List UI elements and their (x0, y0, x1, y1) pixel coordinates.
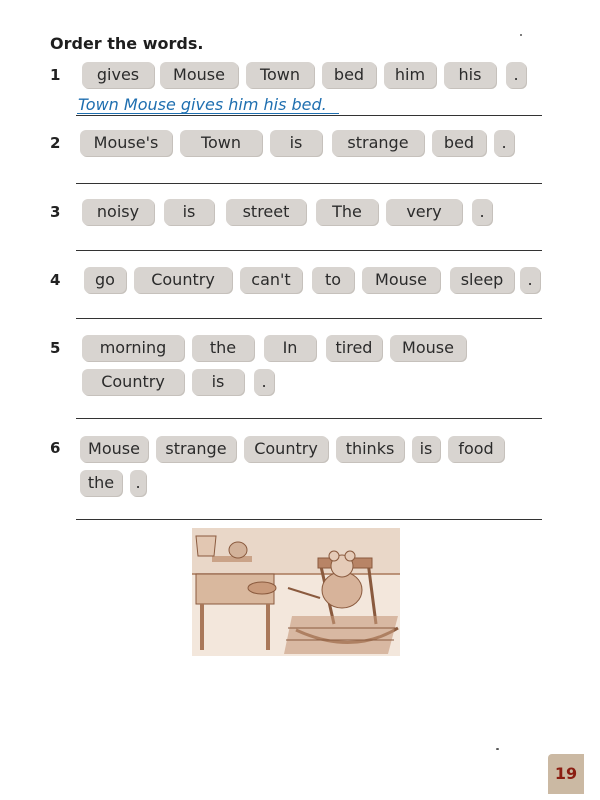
word-chip[interactable]: go (84, 267, 126, 293)
word-chip[interactable]: Town (246, 62, 314, 88)
word-chip[interactable]: the (192, 335, 254, 361)
word-chip[interactable]: Country (82, 369, 184, 395)
answer-line-5[interactable] (76, 418, 542, 419)
word-chip[interactable]: him (384, 62, 436, 88)
answer-line-6[interactable] (76, 519, 542, 520)
word-chip[interactable]: bed (322, 62, 376, 88)
word-chip[interactable]: sleep (450, 267, 514, 293)
word-chip[interactable]: is (192, 369, 244, 395)
word-chip[interactable]: tired (326, 335, 382, 361)
word-chip[interactable]: the (80, 470, 122, 496)
punctuation-chip[interactable]: . (520, 267, 540, 293)
word-chip[interactable]: noisy (82, 199, 154, 225)
word-chip[interactable]: Mouse (362, 267, 440, 293)
word-chip[interactable]: food (448, 436, 504, 462)
item-number: 5 (50, 339, 61, 357)
word-chip[interactable]: thinks (336, 436, 404, 462)
example-answer: Town Mouse gives him his bed. (78, 95, 327, 114)
word-chip[interactable]: can't (240, 267, 302, 293)
word-chip[interactable]: very (386, 199, 462, 225)
punctuation-chip[interactable]: . (506, 62, 526, 88)
instruction-heading: Order the words. (50, 34, 204, 53)
answer-line-4[interactable] (76, 318, 542, 319)
punctuation-chip[interactable]: . (472, 199, 492, 225)
answer-line-2[interactable] (76, 183, 542, 184)
word-chip[interactable]: is (412, 436, 440, 462)
country-mouse-in-rocking-chair-illustration (192, 528, 400, 656)
item-number: 6 (50, 439, 61, 457)
word-chip[interactable]: Country (134, 267, 232, 293)
page-number: 19 (548, 754, 584, 794)
word-chip[interactable]: is (164, 199, 214, 225)
answer-line-3[interactable] (76, 250, 542, 251)
word-chip[interactable]: Mouse (80, 436, 148, 462)
answer-line-1[interactable] (76, 115, 542, 116)
word-chip[interactable]: strange (156, 436, 236, 462)
word-chip[interactable]: street (226, 199, 306, 225)
word-chip[interactable]: Country (244, 436, 328, 462)
word-chip[interactable]: is (270, 130, 322, 156)
scan-speck (496, 748, 499, 750)
word-chip[interactable]: morning (82, 335, 184, 361)
punctuation-chip[interactable]: . (494, 130, 514, 156)
scan-speck (520, 34, 522, 36)
punctuation-chip[interactable]: . (254, 369, 274, 395)
word-chip[interactable]: Town (180, 130, 262, 156)
word-chip[interactable]: The (316, 199, 378, 225)
item-number: 1 (50, 66, 61, 84)
word-chip[interactable]: strange (332, 130, 424, 156)
word-chip[interactable]: Mouse (390, 335, 466, 361)
item-number: 4 (50, 271, 61, 289)
word-chip[interactable]: Mouse's (80, 130, 172, 156)
word-chip[interactable]: to (312, 267, 354, 293)
word-chip[interactable]: gives (82, 62, 154, 88)
item-number: 3 (50, 203, 61, 221)
punctuation-chip[interactable]: . (130, 470, 146, 496)
word-chip[interactable]: bed (432, 130, 486, 156)
answer-underline (77, 113, 339, 114)
item-number: 2 (50, 134, 61, 152)
word-chip[interactable]: In (264, 335, 316, 361)
word-chip[interactable]: Mouse (160, 62, 238, 88)
word-chip[interactable]: his (444, 62, 496, 88)
